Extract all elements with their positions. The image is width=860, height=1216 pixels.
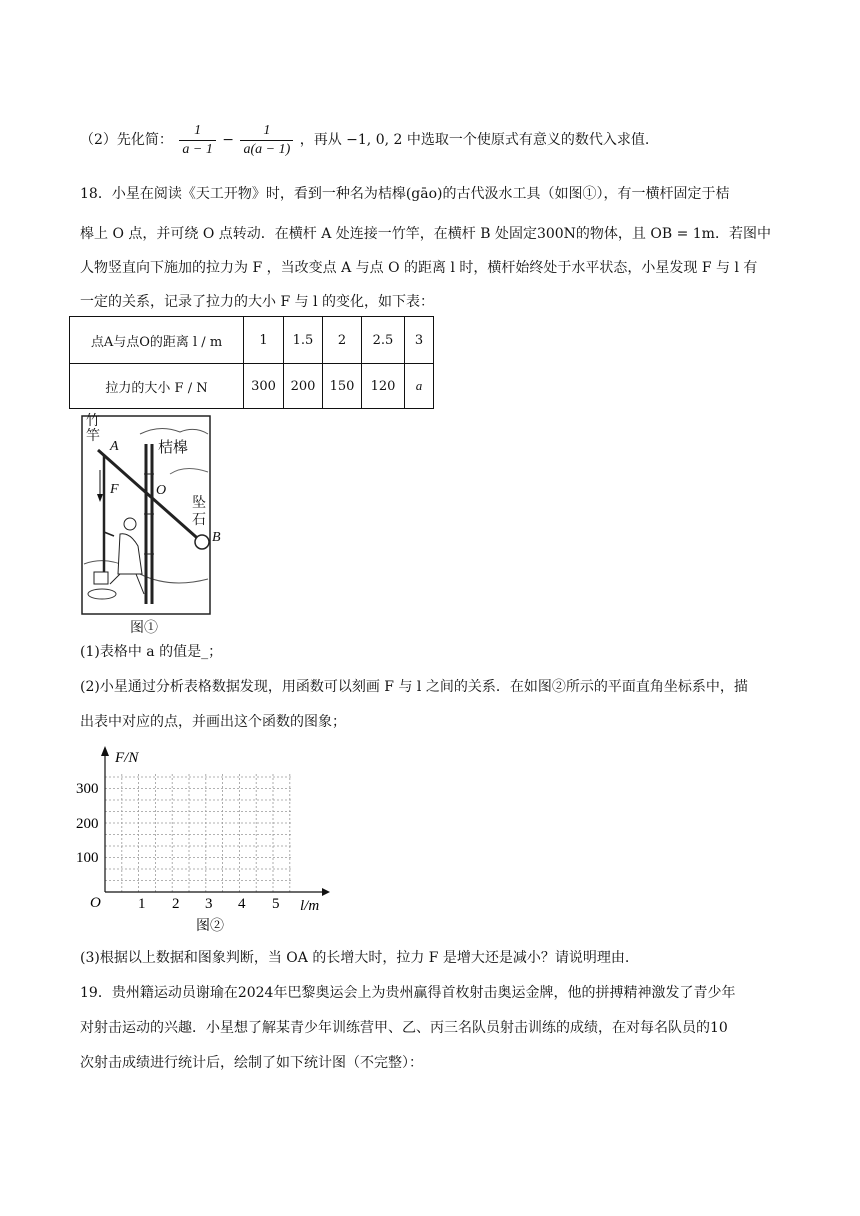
table-cell: 1.5 <box>284 317 323 364</box>
q18-sub-3: (3)根据以上数据和图象判断，当 OA 的长增大时，拉力 F 是增大还是减小？请说明理由. <box>80 950 630 966</box>
fig1-label-gaogao: 桔槔 <box>158 438 189 456</box>
figure-2-coordinate-grid <box>70 742 340 934</box>
fraction-1-numerator: 1 <box>179 122 215 141</box>
figure-2-caption: 图② <box>196 918 224 934</box>
q18-line-3: 人物竖直向下施加的拉力为 F ，当改变点 A 与点 O 的距离 l 时，横杆始终处于水平状态，小星发现 F 与 l 有 <box>80 260 758 276</box>
table-cell: 2 <box>323 317 362 364</box>
fig2-x-tick: 5 <box>272 896 280 912</box>
fraction-2-denominator: a(a − 1) <box>243 141 291 157</box>
q19-line-1: 19．贵州籍运动员谢瑜在2024年巴黎奥运会上为贵州赢得首枚射击奥运金牌，他的拼搏精神激发了青少年 <box>80 985 736 1001</box>
q17-prefix: （2）先化简： <box>80 132 173 148</box>
fig2-x-tick: 2 <box>172 896 180 912</box>
q18-line-4: 一定的关系，记录了拉力的大小 F 与 l 的变化，如下表： <box>80 294 434 310</box>
fig1-label-stone: 坠石 <box>192 495 206 528</box>
table-cell: 150 <box>323 364 362 409</box>
table-cell: 2.5 <box>362 317 405 364</box>
fig1-label-bamboo: 竹竿 <box>86 413 100 444</box>
table-cell-a: a <box>405 364 434 409</box>
q19-line-2: 对射击运动的兴趣．小星想了解某青少年训练营甲、乙、丙三名队员射击训练的成绩，在对每名队员的10 <box>80 1020 728 1036</box>
fig2-y-tick: 200 <box>76 816 99 832</box>
q18-sub-1: (1)表格中 a 的值是_； <box>80 644 223 660</box>
fig1-label-A: A <box>110 439 119 454</box>
fig2-y-label: F/N <box>115 750 139 766</box>
data-table <box>69 316 434 409</box>
table-cell: 1 <box>244 317 284 364</box>
fig1-label-F: F <box>110 482 119 497</box>
minus-sign: − <box>222 132 235 148</box>
table-cell: 300 <box>244 364 284 409</box>
fraction-2 <box>240 122 293 159</box>
table-cell: 120 <box>362 364 405 409</box>
fig1-label-B: B <box>212 530 221 545</box>
fig2-origin: O <box>90 895 101 911</box>
q18-sub-2-line-1: (2)小星通过分析表格数据发现，用函数可以刻画 F 与 l 之间的关系．在如图②所示的平面直角坐标系中，描 <box>80 679 748 695</box>
q19-line-3: 次射击成绩进行统计后，绘制了如下统计图（不完整）： <box>80 1055 423 1071</box>
fraction-1-denominator: a − 1 <box>182 141 213 157</box>
table-cell: 3 <box>405 317 434 364</box>
table-cell: 200 <box>284 364 323 409</box>
fig2-x-tick: 3 <box>205 896 213 912</box>
q18-line-1: 18．小星在阅读《天工开物》时，看到一种名为桔槔(gāo)的古代汲水工具（如图①），有一横杆固定于桔 <box>80 186 730 202</box>
fig1-label-O: O <box>156 483 167 498</box>
fraction-1 <box>179 122 215 159</box>
q18-line-2: 槔上 O 点，并可绕 O 点转动．在横杆 A 处连接一竹竿，在横杆 B 处固定300N的物体，且 OB = 1m．若图中 <box>80 226 771 242</box>
q18-sub-2-line-2: 出表中对应的点，并画出这个函数的图象； <box>80 714 346 730</box>
table-header-distance: 点A与点O的距离 l / m <box>70 317 244 364</box>
fig2-y-tick: 100 <box>76 850 99 866</box>
fig2-x-label: l/m <box>300 898 320 914</box>
fig2-y-tick: 300 <box>76 781 99 797</box>
q17-suffix: ，再从 −1, 0, 2 中选取一个使原式有意义的数代入求值. <box>299 132 650 148</box>
fraction-2-numerator: 1 <box>240 122 293 141</box>
fig2-x-tick: 1 <box>138 896 146 912</box>
q17-part2-line <box>80 118 649 162</box>
fig2-x-tick: 4 <box>238 896 246 912</box>
table-header-force: 拉力的大小 F / N <box>70 364 244 409</box>
figure-1-caption: 图① <box>130 620 158 636</box>
